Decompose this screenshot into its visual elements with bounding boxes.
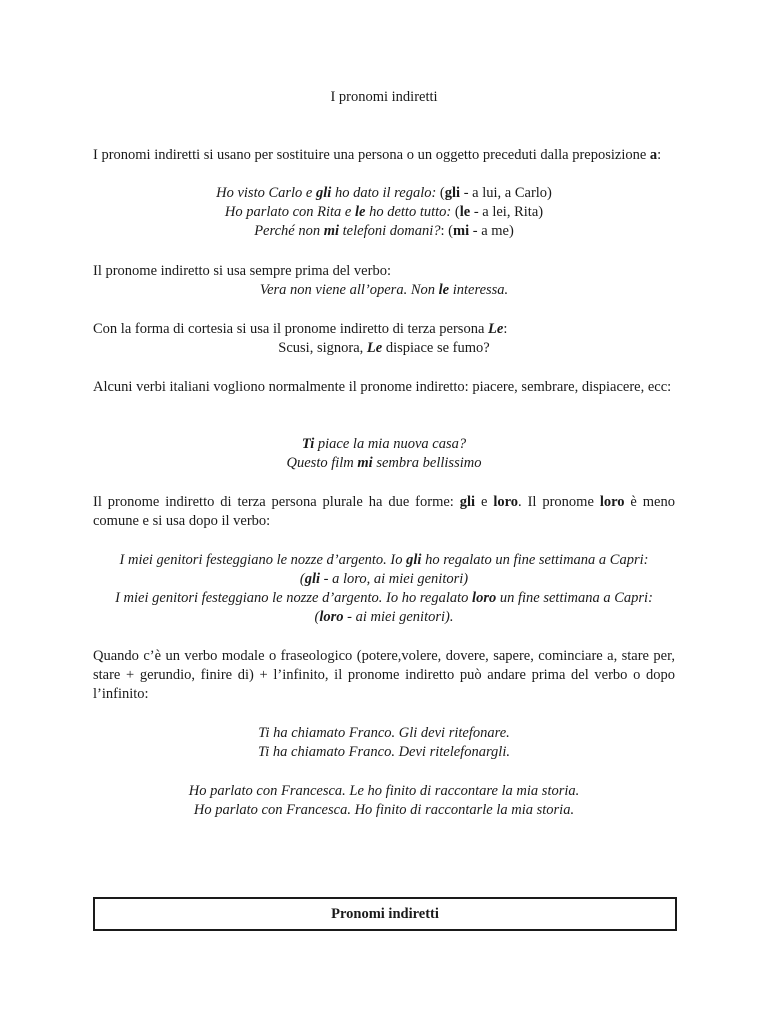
example-line: Scusi, signora, Le dispiace se fumo? <box>278 340 490 356</box>
examples-modal <box>93 724 675 762</box>
paragraph-before-verb: Il pronome indiretto si usa sempre prima del verbo: <box>93 263 391 279</box>
examples-plural <box>93 551 675 627</box>
paragraph-courtesy: Con la forma di cortesia si usa il pronome indiretto di terza persona Le: <box>93 321 508 337</box>
paragraph-modal-verbs: Quando c’è un verbo modale o fraseologico (potere,volere, dovere, sapere, cominciare a, stare per, stare + gerundio, finire di) + l’infinito, il pronome indiretto può andare prima del verbo o dopo l’infinito: <box>93 648 675 702</box>
example-line: Ho parlato con Rita e le ho detto tutto: (le - a lei, Rita) <box>224 204 544 220</box>
examples-intro <box>93 184 675 241</box>
example-line: Perché non mi telefoni domani?: (mi - a me) <box>254 223 514 239</box>
examples-modal-2 <box>93 782 675 820</box>
table-header <box>93 897 677 931</box>
example-line: Ti ha chiamato Franco. Gli devi ritefonare. <box>258 725 510 741</box>
paragraph-plural: Il pronome indiretto di terza persona plurale ha due forme: gli e loro. Il pronome loro è meno comune e si usa dopo il verbo: <box>93 494 675 529</box>
example-line: Ho parlato con Francesca. Le ho finito di raccontare la mia storia. <box>188 783 580 799</box>
example-line: Vera non viene all’opera. Non le interessa. <box>259 282 509 298</box>
example-line: Ho visto Carlo e gli ho dato il regalo: (gli - a lui, a Carlo) <box>216 185 552 201</box>
page-title: I pronomi indiretti <box>330 89 438 105</box>
example-line: Ti ha chiamato Franco. Devi ritelefonargli. <box>258 744 510 760</box>
paragraph-verbs: Alcuni verbi italiani vogliono normalmente il pronome indiretto: piacere, sembrare, dispiacere, ecc: <box>93 379 672 395</box>
example-line: I miei genitori festeggiano le nozze d’argento. Io gli ho regalato un fine settimana a Capri: <box>119 552 649 568</box>
example-line: Ho parlato con Francesca. Ho finito di raccontarle la mia storia. <box>193 802 575 818</box>
example-line: (loro - ai miei genitori). <box>314 609 454 625</box>
example-line: (gli - a loro, ai miei genitori) <box>299 571 469 587</box>
intro-paragraph: I pronomi indiretti si usano per sostituire una persona o un oggetto preceduti dalla preposizione a: <box>93 147 662 163</box>
example-line: Questo film mi sembra bellissimo <box>286 455 482 471</box>
table-header-label: Pronomi indiretti <box>331 905 439 922</box>
example-line: I miei genitori festeggiano le nozze d’argento. Io ho regalato loro un fine settimana a Capri: <box>115 590 653 606</box>
example-line: Ti piace la mia nuova casa? <box>301 436 467 452</box>
